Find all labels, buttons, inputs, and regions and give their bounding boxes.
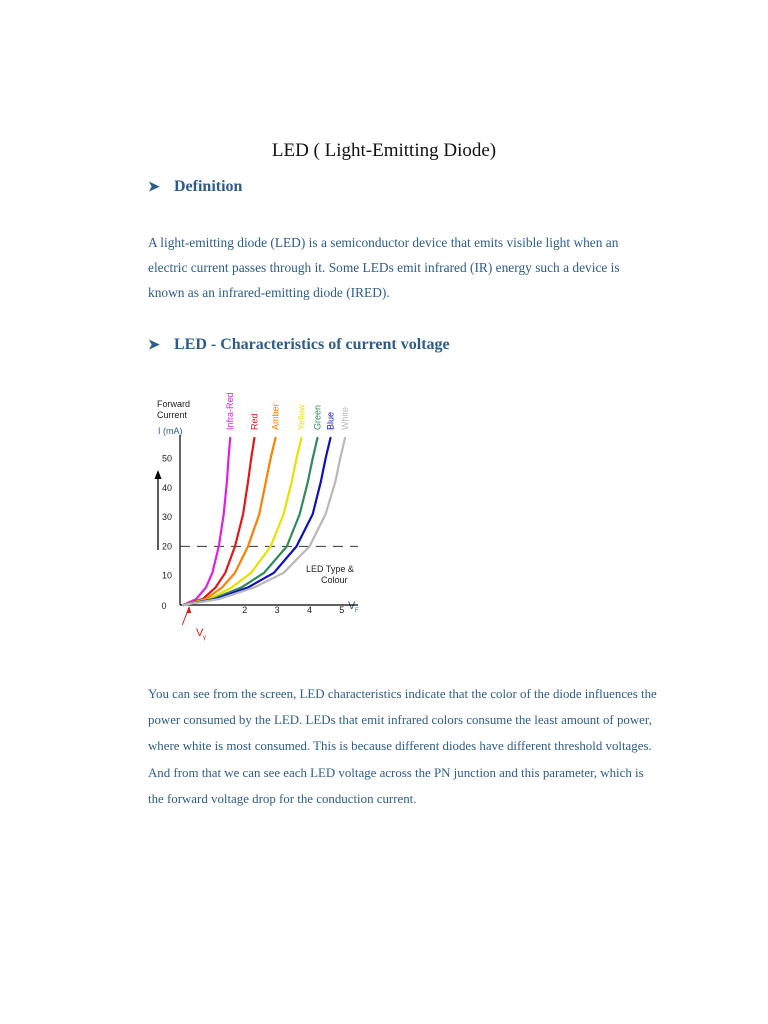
- x-axis-label-sub: F: [355, 608, 359, 614]
- series-label-red: Red: [249, 413, 260, 430]
- ylabel-line: Current: [157, 410, 188, 420]
- y-tick-label: 20: [161, 541, 172, 552]
- threshold-label-sub: γ: [203, 635, 206, 641]
- series-label-yellow: Yellow: [296, 404, 307, 430]
- series-label-white: White: [340, 406, 351, 430]
- y-tick-label: 30: [161, 512, 172, 523]
- definition-paragraph: A light-emitting diode (LED) is a semiconductor device that emits visible light when an electric current passes through it. Some LEDs emit infrared (IR) energy such a device is known as an infrared-emitting diode (IRED).: [148, 235, 620, 300]
- section-heading-label: LED - Characteristics of current voltage: [174, 336, 450, 353]
- series-line-red: [183, 438, 254, 605]
- page-title: LED ( Light-Emitting Diode): [271, 140, 497, 161]
- x-tick-label: 2: [242, 605, 248, 615]
- x-axis-label: V: [348, 600, 356, 612]
- origin-label: 0: [161, 601, 167, 611]
- x-tick-label: 4: [306, 605, 312, 615]
- ylabel-line: I (mA): [158, 426, 183, 436]
- series-label-green: Green: [312, 404, 323, 430]
- annotation-line: Colour: [321, 575, 348, 585]
- series-line-infra-red: [183, 438, 230, 605]
- section-heading-characteristics: [148, 336, 450, 354]
- y-tick-label: 50: [161, 453, 172, 464]
- arrow-bullet-icon: ➤: [148, 179, 160, 195]
- series-label-blue: Blue: [325, 411, 336, 430]
- y-tick-label: 40: [161, 482, 172, 493]
- y-tick-label: 10: [161, 570, 172, 581]
- y-arrow-head-icon: [155, 470, 162, 479]
- x-tick-label: 3: [274, 605, 280, 615]
- threshold-label: V: [196, 627, 204, 639]
- arrow-bullet-icon: ➤: [148, 337, 160, 353]
- section-heading-label: Definition: [174, 178, 243, 195]
- series-label-amber: Amber: [270, 403, 281, 430]
- ylabel-line: Forward: [157, 399, 191, 409]
- x-tick-label: 5: [339, 605, 345, 615]
- series-label-infra-red: Infra-Red: [225, 392, 236, 430]
- section-heading-definition: [148, 178, 242, 196]
- annotation-line: LED Type &: [306, 564, 354, 574]
- explanation-paragraph: You can see from the screen, LED characteristics indicate that the color of the diode influences the power consumed by the LED. LEDs that emit infrared colors consume the least amount of power, where white is most consumed. This is because different diodes have different threshold voltages. And from that we can see each LED voltage across the PN junction and this parameter, which is the forward voltage drop for the conduction current.: [148, 687, 657, 806]
- led-iv-chart: [146, 380, 376, 650]
